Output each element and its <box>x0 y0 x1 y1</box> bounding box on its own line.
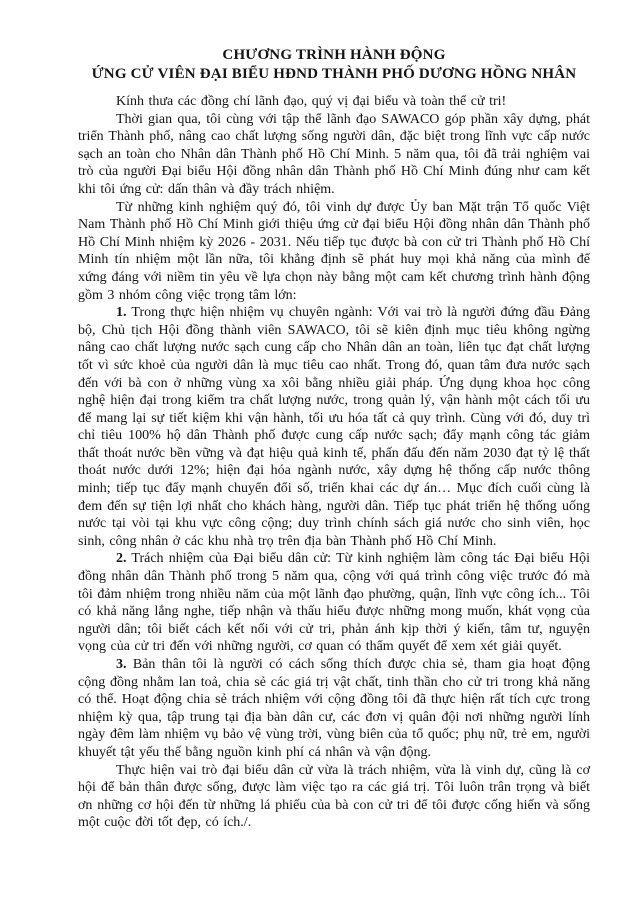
paragraph-text: Trong thực hiện nhiệm vụ chuyên ngành: Với vai trò là người đứng đầu Đảng bộ, Chủ tịch Hội đồng thành viên SAWACO, tôi sẽ kiên định mục tiêu không ngừng nâng cao chất lượng nước sạch cung cấp cho Nhân dân an toàn, liên tục đạt chất lượng tốt vì sức khoẻ của người dân là mục tiêu cao nhất. Trong đó, quan tâm đưa nước sạch đến với bà con ở những vùng xa xôi bằng nhiều giải pháp. Ứng dụng khoa học công nghệ hiện đại trong kiểm tra chất lượng nước, trong quản lý, vận hành một cách tối ưu để mang lại sự tiết kiệm khi vận hành, tối ưu hóa tất cả quy trình. Cùng với đó, duy trì chỉ tiêu 100% hộ dân Thành phố được cung cấp nước sạch; đẩy mạnh công tác giảm thất thoát nước bền vững và đạt hiệu quả kinh tế, phấn đấu đến năm 2030 đạt tỷ lệ thất thoát nước dưới 12%; hiện đại hóa ngành nước, xây dựng hệ thống cấp nước thông minh; tiếp tục đẩy mạnh chuyển đổi số, triển khai các dự án… Mục đích cuối cùng là đem đến sự tiện lợi nhất cho khách hàng, người dân. Tiếp tục phát triển hệ thống uống nước tại vòi tại khu vực công cộng; duy trình chính sách giá nước cho sinh viên, học sinh, công nhân ở các khu nhà trọ trên địa bàn Thành phố Hồ Chí Minh. <box>78 305 590 549</box>
paragraph-text: Thực hiện vai trò đại biểu dân cử vừa là trách nhiệm, vừa là vinh dự, cũng là cơ hội để bản thân được sống, được làm việc tạo ra các giá trị. Tôi luôn trân trọng và biết ơn những cơ hội đến từ những lá phiếu của bà con cử tri để tôi được cống hiến và sống một cuộc đời tốt đẹp, có ích./. <box>78 762 590 831</box>
paragraph-text: Trách nhiệm của Đại biểu dân cử: Từ kinh nghiệm làm công tác Đại biểu Hội đồng nhân dân Thành phố trong 5 năm qua, cộng với quá trình công việc trước đó mà tôi đảm nhiệm trong nhiều năm của một lãnh đạo phường, quận, lĩnh vực công ích... Tôi có khả năng lắng nghe, tiếp nhận và thấu hiểu được những mong muốn, khát vọng của người dân; tôi biết cách kết nối với cử tri, phản ánh kịp thời ý kiến, tâm tư, nguyện vọng của cử tri đến với những người, cơ quan có thẩm quyết để xem xét giải quyết. <box>78 551 590 655</box>
document-title <box>78 46 590 83</box>
paragraph-number: 1. <box>116 305 127 321</box>
paragraph-closing <box>78 762 590 832</box>
paragraph-number: 3. <box>116 657 127 672</box>
document-title-line1: CHƯƠNG TRÌNH HÀNH ĐỘNG <box>222 47 446 63</box>
paragraph-number: 2. <box>116 551 127 567</box>
paragraph-text: Thời gian qua, tôi cùng với tập thể lãnh đạo SAWACO góp phần xây dựng, phát triển Thành phố, nâng cao chất lượng sống người dân, đặc biệt trong lĩnh vực cấp nước sạch an toàn cho Nhân dân Thành phố Hồ Chí Minh. 5 năm qua, tôi đã trải nghiệm vai trò của người Đại biểu Hội đồng nhân dân Thành phố Hồ Chí Minh đúng như cam kết khi tôi ứng cử: dấn thân và đầy trách nhiệm. <box>78 111 590 197</box>
paragraph-item-3 <box>78 656 590 762</box>
paragraph-item-2 <box>78 550 590 656</box>
paragraph-text: Kính thưa các đồng chí lãnh đạo, quý vị đại biểu và toàn thể cử tri! <box>116 94 507 109</box>
paragraph-intro <box>78 111 590 199</box>
paragraph-salutation <box>78 93 590 111</box>
paragraph-nomination <box>78 199 590 305</box>
paragraph-item-1 <box>78 304 590 550</box>
paragraph-text: Bản thân tôi là người có cách sống thích được chia sẻ, tham gia hoạt động cộng đồng nhằm lan toả, chia sẻ các giá trị vật chất, tinh thần cho cử tri trong khả năng có thể. Hoạt động chia sẻ trách nhiệm với cộng đồng tôi đã thực hiện rất tích cực trong nhiệm kỳ qua, tập trung tại địa bàn dân cư, các đơn vị quân đội nơi những người lính ngày đêm làm nhiệm vụ bảo vệ vùng trời, vùng biên của tổ quốc; phụ nữ, trẻ em, người khuyết tật yếu thế bằng nguồn kinh phí cá nhân và vận động. <box>78 657 590 760</box>
paragraph-text: Từ những kinh nghiệm quý đó, tôi vinh dự được Ủy ban Mặt trận Tổ quốc Việt Nam Thành phố Hồ Chí Minh giới thiệu ứng cử đại biểu Hội đồng nhân dân Thành phố Hồ Chí Minh nhiệm kỳ 2026 - 2031. Nếu tiếp tục được bà con cử tri Thành phố Hồ Chí Minh tín nhiệm một lần nữa, tôi khẳng định sẽ phát huy mọi khả năng của mình để xứng đáng với niềm tin yêu về lựa chọn này bằng một cam kết chương trình hành động gồm 3 nhóm công việc trọng tâm lớn: <box>78 199 590 303</box>
document-title-line2: ỨNG CỬ VIÊN ĐẠI BIỂU HĐND THÀNH PHỐ DƯƠNG HỒNG NHÂN <box>91 65 577 82</box>
